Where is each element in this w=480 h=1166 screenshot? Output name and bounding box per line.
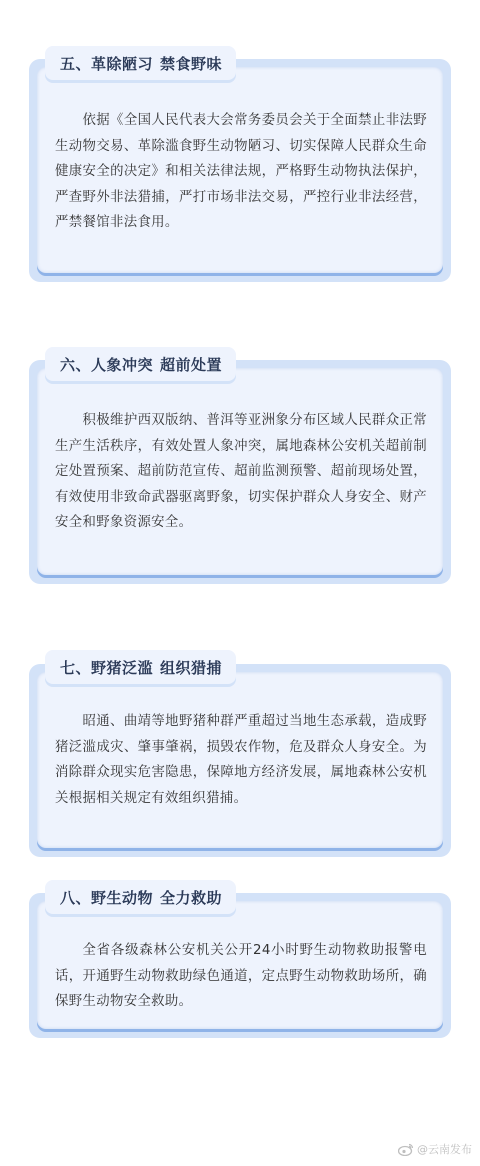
section-title: 八、野生动物 全力救助 (60, 888, 223, 907)
watermark (398, 1141, 472, 1157)
watermark-text: @云南发布 (417, 1143, 472, 1156)
weibo-icon (398, 1143, 414, 1156)
section-title: 六、人象冲突 超前处置 (60, 355, 223, 374)
section-body-6: 积极维护西双版纳、普洱等亚洲象分布区域人民群众正常生产生活秩序，有效处置人象冲突，属地森林公安机关超前制定处置预案、超前防范宣传、超前监测预警、超前现场处置，有效使用非致命武器驱离野象，切实保护群众人身安全、财产安全和野象资源安全。 (55, 413, 427, 530)
section-title-tab-7 (45, 650, 236, 684)
section-title-tab-5 (45, 46, 236, 80)
section-title: 五、革除陋习 禁食野味 (60, 54, 223, 73)
section-body-5: 依据《全国人民代表大会常务委员会关于全面禁止非法野生动物交易、革除滥食野生动物陋习、切实保障人民群众生命健康安全的决定》和相关法律法规，严格野生动物执法保护，严查野外非法猎捕，严打市场非法交易，严控行业非法经营，严禁餐馆非法食用。 (55, 113, 427, 230)
section-title-tab-8 (45, 880, 236, 914)
section-body-8: 全省各级森林公安机关公开24小时野生动物救助报警电话，开通野生动物救助绿色通道，定点野生动物救助场所，确保野生动物安全救助。 (55, 943, 427, 1009)
section-body-7: 昭通、曲靖等地野猪种群严重超过当地生态承载，造成野猪泛滥成灾、肇事肇祸，损毁农作物，危及群众人身安全。为消除群众现实危害隐患，保障地方经济发展，属地森林公安机关根据相关规定有效组织猎捕。 (55, 714, 427, 806)
section-title: 七、野猪泛滥 组织猎捕 (60, 658, 223, 677)
section-title-tab-6 (45, 347, 236, 381)
